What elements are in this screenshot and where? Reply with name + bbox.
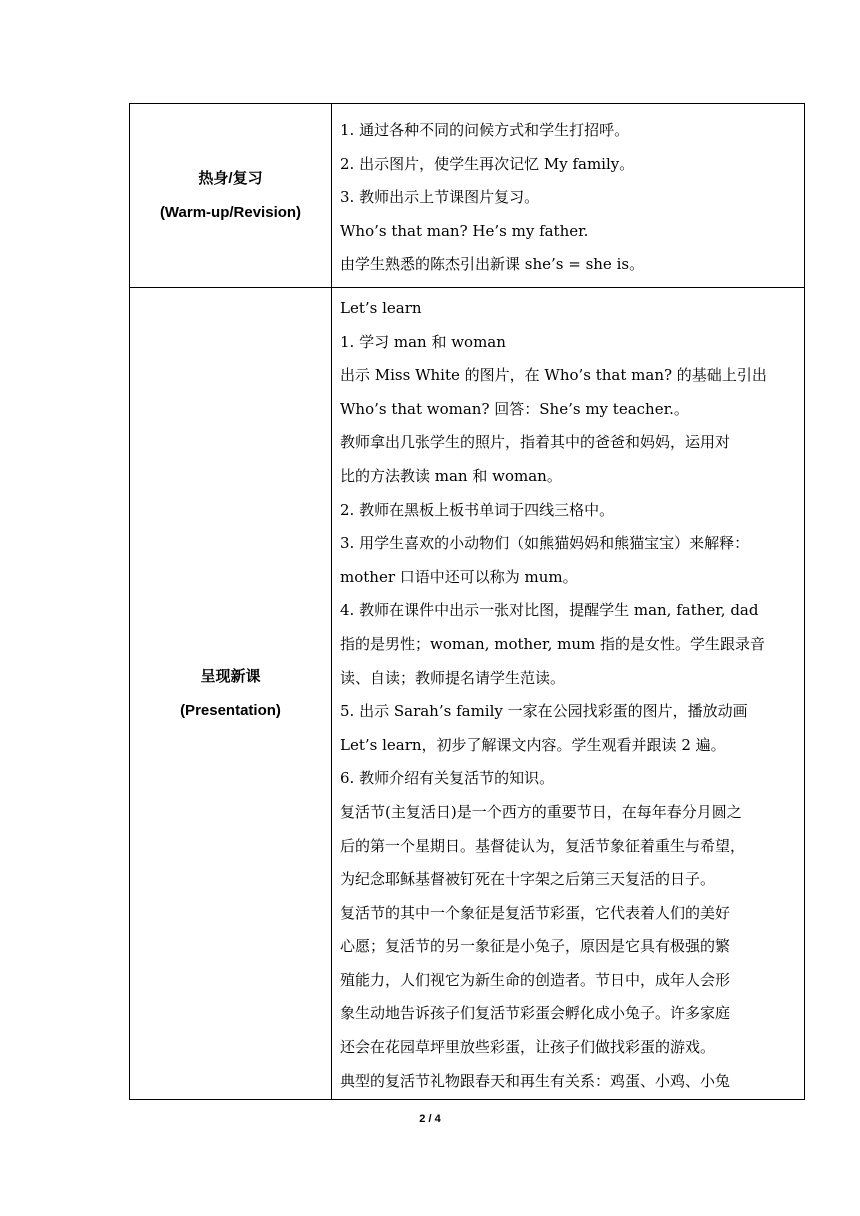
content-line: 6. 教师介绍有关复活节的知识。 (340, 769, 555, 788)
content-line: 复活节的其中一个象征是复活节彩蛋，它代表着人们的美好 (340, 903, 731, 922)
content-line: 殖能力，人们视它为新生命的创造者。节日中，成年人会形 (340, 970, 731, 989)
content-line: 为纪念耶稣基督被钉死在十字架之后第三天复活的日子。 (340, 870, 716, 889)
content-line: 3. 用学生喜欢的小动物们（如熊猫妈妈和熊猫宝宝）来解释： (340, 534, 750, 553)
page-number: 2 / 4 (419, 1113, 441, 1125)
content-line: 1. 通过各种不同的问候方式和学生打招呼。 (340, 121, 630, 139)
stage-content-cell (332, 104, 805, 288)
content-line: 4. 教师在课件中出示一张对比图，提醒学生 man, father, dad (340, 601, 759, 620)
stage-label-cell (130, 288, 332, 1100)
content-line: Who’s that woman? 回答：She’s my teacher.。 (340, 399, 689, 418)
content-line: 复活节(主复活日)是一个西方的重要节日，在每年春分月圆之 (340, 802, 742, 821)
content-line: 3. 教师出示上节课图片复习。 (340, 188, 540, 207)
content-line: 读、自读；教师提名请学生范读。 (340, 668, 566, 687)
stage-label-en: (Warm-up/Revision) (159, 203, 302, 221)
content-line: 2. 教师在黑板上板书单词于四线三格中。 (340, 500, 615, 519)
content-line: 后的第一个星期日。基督徒认为，复活节象征着重生与希望， (340, 836, 746, 855)
stage-label-cn: 呈现新课 (200, 667, 261, 685)
content-line: 5. 出示 Sarah’s family 一家在公园找彩蛋的图片，播放动画 (340, 702, 748, 721)
content-line: Who’s that man? He’s my father. (340, 221, 589, 240)
content-line: Let’s learn (340, 299, 422, 317)
content-line: 比的方法教读 man 和 woman。 (340, 466, 562, 485)
content-line: 心愿；复活节的另一象征是小兔子，原因是它具有极强的繁 (340, 937, 731, 956)
content-line: 2. 出示图片，使学生再次记忆 My family。 (340, 154, 635, 173)
stage-label-en: (Presentation) (180, 701, 281, 719)
stage-label-cell (130, 104, 332, 288)
table-row-presentation (130, 288, 805, 1100)
content-line: 出示 Miss White 的图片，在 Who’s that man? 的基础上引出 (340, 366, 767, 385)
content-line: 教师拿出几张学生的照片，指着其中的爸爸和妈妈，运用对 (340, 433, 731, 452)
content-line: 指的是男性；woman, mother, mum 指的是女性。学生跟录音 (340, 634, 765, 653)
content-line: 象生动地告诉孩子们复活节彩蛋会孵化成小兔子。许多家庭 (340, 1004, 731, 1023)
content-line: Let’s learn，初步了解课文内容。学生观看并跟读 2 遍。 (340, 735, 726, 754)
stage-content-cell (332, 288, 805, 1100)
table-row-warmup (130, 104, 805, 288)
content-line: 典型的复活节礼物跟春天和再生有关系：鸡蛋、小鸡、小兔 (340, 1071, 731, 1090)
content-line: 1. 学习 man 和 woman (340, 332, 506, 351)
lesson-plan-table (129, 103, 805, 1100)
content-line: mother 口语中还可以称为 mum。 (340, 567, 578, 586)
content-line: 还会在花园草坪里放些彩蛋，让孩子们做找彩蛋的游戏。 (340, 1038, 716, 1057)
stage-label-cn: 热身/复习 (198, 169, 263, 187)
content-line: 由学生熟悉的陈杰引出新课 she’s = she is。 (340, 255, 645, 274)
